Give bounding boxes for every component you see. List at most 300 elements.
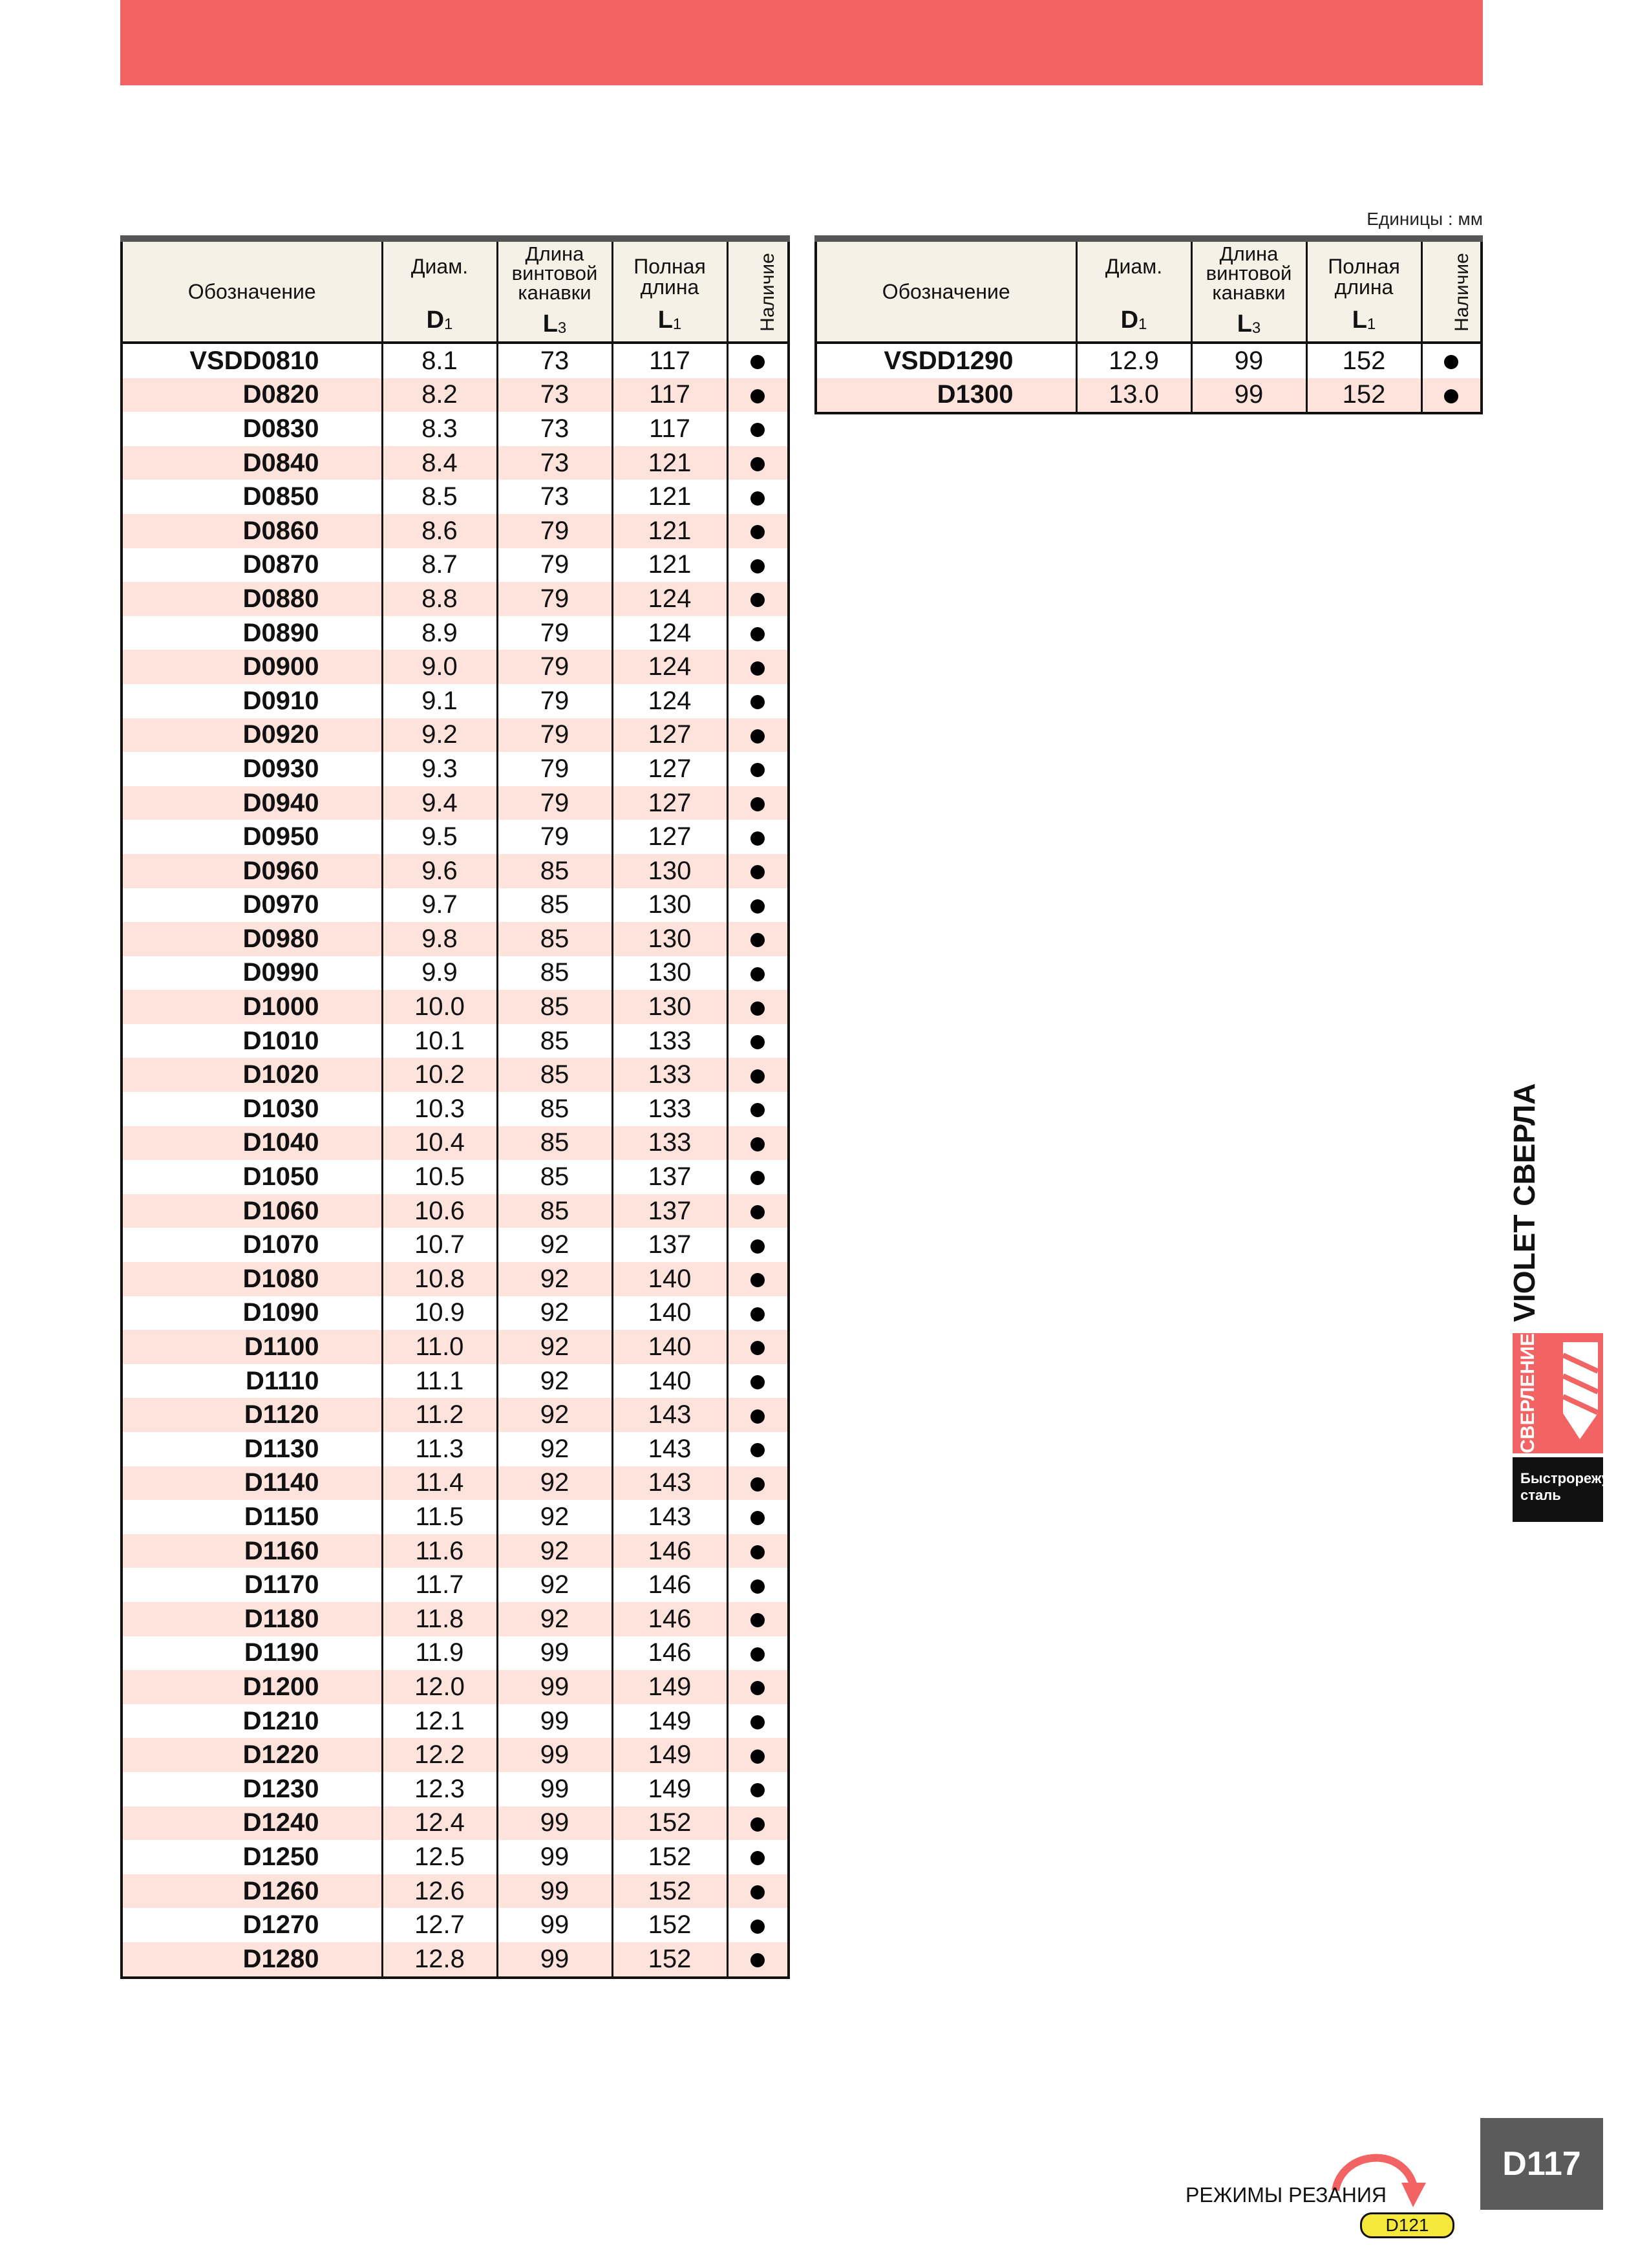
availability-cell [727, 1330, 789, 1364]
overall-length-cell: 127 [612, 718, 727, 753]
table-row [122, 1194, 789, 1228]
designation-cell: D1240 [122, 1806, 382, 1841]
in-stock-dot-icon [750, 1035, 765, 1049]
flute-length-cell: 85 [497, 1024, 612, 1058]
table-row [122, 718, 789, 753]
in-stock-dot-icon [750, 967, 765, 981]
table-row [122, 1228, 789, 1262]
table-row [122, 1330, 789, 1364]
in-stock-dot-icon [750, 1953, 765, 1967]
diameter-cell: 8.3 [382, 412, 497, 446]
header-diameter: Диам. $D_1$ [382, 239, 497, 343]
availability-cell [727, 514, 789, 548]
designation-cell: D1220 [122, 1738, 382, 1772]
in-stock-dot-icon [1444, 355, 1458, 369]
availability-cell [727, 1874, 789, 1909]
diameter-cell: 12.9 [1076, 343, 1191, 378]
flute-length-cell: 99 [497, 1874, 612, 1909]
diameter-cell: 10.9 [382, 1296, 497, 1331]
in-stock-dot-icon [750, 865, 765, 879]
in-stock-dot-icon [750, 1681, 765, 1695]
flute-length-cell: 79 [497, 786, 612, 820]
overall-length-cell: 152 [1306, 378, 1421, 414]
overall-length-cell: 149 [612, 1670, 727, 1704]
diameter-cell: 11.8 [382, 1602, 497, 1636]
overall-length-cell: 152 [612, 1806, 727, 1841]
designation-cell: D0840 [122, 446, 382, 480]
designation-cell: D1040 [122, 1126, 382, 1161]
flute-length-cell: 99 [497, 1670, 612, 1704]
overall-length-cell: 127 [612, 786, 727, 820]
flute-length-cell: 85 [497, 888, 612, 923]
availability-cell [727, 412, 789, 446]
availability-cell [727, 786, 789, 820]
availability-cell [727, 1840, 789, 1874]
designation-cell: D0950 [122, 820, 382, 854]
availability-cell [727, 1908, 789, 1942]
units-label: Единицы : мм [1367, 209, 1483, 229]
table-row [122, 752, 789, 786]
designation-cell: D0830 [122, 412, 382, 446]
flute-length-cell: 99 [497, 1942, 612, 1978]
section-title-vertical: VIOLET СВЕРЛА [1507, 1083, 1541, 1322]
material-hss-tab[interactable] [1513, 1457, 1638, 1522]
table-row [122, 786, 789, 820]
table-row [816, 343, 1482, 378]
availability-cell [727, 1636, 789, 1671]
availability-cell [727, 1568, 789, 1602]
availability-cell [727, 718, 789, 753]
in-stock-dot-icon [750, 797, 765, 811]
availability-cell [727, 1058, 789, 1092]
designation-cell: D0940 [122, 786, 382, 820]
drilling-category-tab[interactable] [1513, 1333, 1603, 1453]
in-stock-dot-icon [750, 1443, 765, 1457]
availability-cell [727, 1704, 789, 1738]
flute-length-cell: 99 [497, 1908, 612, 1942]
designation-cell: D0870 [122, 548, 382, 583]
flute-length-cell: 73 [497, 446, 612, 480]
diameter-cell: 9.8 [382, 922, 497, 956]
table-row [122, 1364, 789, 1398]
table-row [122, 922, 789, 956]
diameter-cell: 12.4 [382, 1806, 497, 1841]
table-row [122, 854, 789, 888]
in-stock-dot-icon [750, 1579, 765, 1594]
overall-length-cell: 124 [612, 582, 727, 616]
in-stock-dot-icon [750, 423, 765, 437]
flute-length-cell: 79 [497, 548, 612, 583]
table-header-row [122, 239, 789, 343]
diameter-cell: 11.3 [382, 1432, 497, 1466]
availability-cell [727, 820, 789, 854]
overall-length-cell: 137 [612, 1228, 727, 1262]
diameter-cell: 13.0 [1076, 378, 1191, 414]
diameter-cell: 11.9 [382, 1636, 497, 1671]
in-stock-dot-icon [750, 627, 765, 641]
overall-length-cell: 140 [612, 1262, 727, 1296]
overall-length-cell: 152 [612, 1840, 727, 1874]
diameter-cell: 12.8 [382, 1942, 497, 1978]
designation-cell: D0850 [122, 480, 382, 514]
overall-length-cell: 133 [612, 1024, 727, 1058]
overall-length-cell: 130 [612, 888, 727, 923]
overall-length-cell: 121 [612, 548, 727, 583]
designation-cell: D1250 [122, 1840, 382, 1874]
designation-cell: D0860 [122, 514, 382, 548]
availability-cell [727, 1806, 789, 1841]
header-availability: Наличие [1421, 239, 1482, 343]
flute-length-cell: 99 [497, 1772, 612, 1806]
in-stock-dot-icon [750, 661, 765, 676]
flute-length-cell: 99 [497, 1704, 612, 1738]
designation-cell: D1050 [122, 1160, 382, 1194]
designation-cell: D0960 [122, 854, 382, 888]
overall-length-cell: 121 [612, 480, 727, 514]
flute-length-cell: 85 [497, 1058, 612, 1092]
in-stock-dot-icon [750, 1137, 765, 1151]
diameter-cell: 9.2 [382, 718, 497, 753]
flute-length-cell: 92 [497, 1262, 612, 1296]
table-row [122, 1058, 789, 1092]
in-stock-dot-icon [750, 1613, 765, 1627]
availability-cell [727, 1670, 789, 1704]
table-row [122, 990, 789, 1024]
diameter-cell: 11.6 [382, 1534, 497, 1568]
designation-cell: D1170 [122, 1568, 382, 1602]
designation-cell: VSDD1290 [816, 343, 1076, 378]
in-stock-dot-icon [1444, 389, 1458, 403]
drilling-category-label: СВЕРЛЕНИЕ [1517, 1333, 1538, 1453]
overall-length-cell: 149 [612, 1772, 727, 1806]
table-row [122, 582, 789, 616]
designation-cell: D0910 [122, 684, 382, 718]
overall-length-cell: 140 [612, 1364, 727, 1398]
designation-cell: D1030 [122, 1092, 382, 1126]
header-overall-length: Полная длина $L_1$ [1306, 239, 1421, 343]
diameter-cell: 9.6 [382, 854, 497, 888]
flute-length-cell: 99 [497, 1636, 612, 1671]
in-stock-dot-icon [750, 525, 765, 539]
material-label-line2: сталь [1520, 1487, 1561, 1503]
diameter-cell: 12.5 [382, 1840, 497, 1874]
table-row [122, 1840, 789, 1874]
diameter-cell: 10.8 [382, 1262, 497, 1296]
availability-cell [727, 684, 789, 718]
in-stock-dot-icon [750, 1375, 765, 1389]
availability-cell [727, 616, 789, 650]
table-row [122, 1500, 789, 1534]
in-stock-dot-icon [750, 1817, 765, 1832]
designation-cell: VSDD0810 [122, 343, 382, 378]
flute-length-cell: 92 [497, 1432, 612, 1466]
diameter-cell: 8.4 [382, 446, 497, 480]
designation-cell: D1210 [122, 1704, 382, 1738]
table-row [122, 1908, 789, 1942]
table-row [122, 888, 789, 923]
in-stock-dot-icon [750, 1409, 765, 1424]
flute-length-cell: 85 [497, 990, 612, 1024]
availability-cell [727, 1772, 789, 1806]
overall-length-cell: 146 [612, 1568, 727, 1602]
designation-cell: D0820 [122, 378, 382, 412]
right-spec-table [814, 235, 1483, 414]
diameter-cell: 10.4 [382, 1126, 497, 1161]
table-row [816, 378, 1482, 414]
diameter-cell: 9.7 [382, 888, 497, 923]
overall-length-cell: 143 [612, 1432, 727, 1466]
overall-length-cell: 146 [612, 1602, 727, 1636]
header-designation: Обозначение [122, 239, 382, 343]
availability-cell [727, 1228, 789, 1262]
availability-cell [727, 956, 789, 990]
in-stock-dot-icon [750, 457, 765, 471]
table-row [122, 514, 789, 548]
availability-cell [727, 990, 789, 1024]
table-row [122, 1296, 789, 1331]
diameter-cell: 8.7 [382, 548, 497, 583]
overall-length-cell: 130 [612, 854, 727, 888]
diameter-cell: 10.2 [382, 1058, 497, 1092]
availability-cell [727, 1194, 789, 1228]
table-row [122, 1262, 789, 1296]
designation-cell: D1130 [122, 1432, 382, 1466]
in-stock-dot-icon [750, 1783, 765, 1797]
header-designation: Обозначение [816, 239, 1076, 343]
overall-length-cell: 143 [612, 1500, 727, 1534]
flute-length-cell: 99 [1191, 343, 1306, 378]
table-row [122, 1160, 789, 1194]
designation-cell: D1010 [122, 1024, 382, 1058]
table-row [122, 412, 789, 446]
table-row [122, 480, 789, 514]
flute-length-cell: 92 [497, 1398, 612, 1432]
availability-cell [1421, 343, 1482, 378]
in-stock-dot-icon [750, 1273, 765, 1287]
in-stock-dot-icon [750, 355, 765, 369]
diameter-cell: 8.6 [382, 514, 497, 548]
diameter-cell: 11.0 [382, 1330, 497, 1364]
diameter-cell: 9.1 [382, 684, 497, 718]
in-stock-dot-icon [750, 1001, 765, 1016]
table-row [122, 1398, 789, 1432]
designation-cell: D1120 [122, 1398, 382, 1432]
diameter-cell: 10.3 [382, 1092, 497, 1126]
designation-cell: D1110 [122, 1364, 382, 1398]
designation-cell: D1230 [122, 1772, 382, 1806]
flute-length-cell: 85 [497, 1126, 612, 1161]
in-stock-dot-icon [750, 1920, 765, 1934]
in-stock-dot-icon [750, 695, 765, 709]
diameter-cell: 12.2 [382, 1738, 497, 1772]
diameter-cell: 8.5 [382, 480, 497, 514]
table-row [122, 1092, 789, 1126]
availability-cell [727, 378, 789, 412]
availability-cell [727, 650, 789, 684]
designation-cell: D1200 [122, 1670, 382, 1704]
in-stock-dot-icon [750, 1069, 765, 1084]
flute-length-cell: 99 [497, 1738, 612, 1772]
designation-cell: D1100 [122, 1330, 382, 1364]
availability-cell [727, 1534, 789, 1568]
overall-length-cell: 130 [612, 922, 727, 956]
diameter-cell: 11.1 [382, 1364, 497, 1398]
in-stock-dot-icon [750, 729, 765, 744]
overall-length-cell: 152 [612, 1874, 727, 1909]
drill-bit-icon [1544, 1342, 1599, 1446]
designation-cell: D1280 [122, 1942, 382, 1978]
availability-cell [727, 1738, 789, 1772]
table-row [122, 1126, 789, 1161]
designation-cell: D0880 [122, 582, 382, 616]
overall-length-cell: 117 [612, 343, 727, 378]
flute-length-cell: 92 [497, 1534, 612, 1568]
overall-length-cell: 143 [612, 1398, 727, 1432]
availability-cell [1421, 378, 1482, 414]
table-row [122, 1942, 789, 1978]
availability-cell [727, 343, 789, 378]
designation-cell: D0890 [122, 616, 382, 650]
overall-length-cell: 152 [612, 1908, 727, 1942]
in-stock-dot-icon [750, 1885, 765, 1899]
availability-cell [727, 752, 789, 786]
table-row [122, 616, 789, 650]
diameter-cell: 12.3 [382, 1772, 497, 1806]
diameter-cell: 10.5 [382, 1160, 497, 1194]
availability-cell [727, 1024, 789, 1058]
designation-cell: D1020 [122, 1058, 382, 1092]
table-row [122, 1704, 789, 1738]
diameter-cell: 12.0 [382, 1670, 497, 1704]
flute-length-cell: 92 [497, 1500, 612, 1534]
in-stock-dot-icon [750, 1341, 765, 1355]
flute-length-cell: 99 [497, 1806, 612, 1841]
in-stock-dot-icon [750, 1749, 765, 1764]
flute-length-cell: 73 [497, 480, 612, 514]
cutting-modes-label: РЕЖИМЫ РЕЗАНИЯ [1186, 2183, 1387, 2207]
designation-cell: D1270 [122, 1908, 382, 1942]
left-spec-table [120, 235, 790, 1979]
flute-length-cell: 73 [497, 378, 612, 412]
flute-length-cell: 85 [497, 956, 612, 990]
diameter-cell: 10.7 [382, 1228, 497, 1262]
in-stock-dot-icon [750, 1171, 765, 1185]
in-stock-dot-icon [750, 763, 765, 777]
header-diameter: Диам. $D_1$ [1076, 239, 1191, 343]
designation-cell: D1190 [122, 1636, 382, 1671]
designation-cell: D0900 [122, 650, 382, 684]
flute-length-cell: 79 [497, 718, 612, 753]
page-number: D117 [1480, 2118, 1603, 2210]
table-row [122, 1874, 789, 1909]
in-stock-dot-icon [750, 1307, 765, 1321]
flute-length-cell: 85 [497, 1092, 612, 1126]
availability-cell [727, 1296, 789, 1331]
material-label-line1: Быстрорежущая [1520, 1470, 1638, 1486]
in-stock-dot-icon [750, 593, 765, 607]
flute-length-cell: 79 [497, 752, 612, 786]
flute-length-cell: 85 [497, 922, 612, 956]
designation-cell: D0930 [122, 752, 382, 786]
overall-length-cell: 143 [612, 1466, 727, 1501]
table-row [122, 343, 789, 378]
availability-cell [727, 888, 789, 923]
in-stock-dot-icon [750, 1511, 765, 1525]
table-row [122, 1738, 789, 1772]
diameter-cell: 10.6 [382, 1194, 497, 1228]
in-stock-dot-icon [750, 831, 765, 846]
availability-cell [727, 548, 789, 583]
table-row [122, 956, 789, 990]
designation-cell: D1160 [122, 1534, 382, 1568]
table-row [122, 1568, 789, 1602]
diameter-cell: 8.9 [382, 616, 497, 650]
overall-length-cell: 133 [612, 1058, 727, 1092]
overall-length-cell: 133 [612, 1092, 727, 1126]
table-row [122, 1466, 789, 1501]
availability-cell [727, 480, 789, 514]
diameter-cell: 9.0 [382, 650, 497, 684]
availability-cell [727, 446, 789, 480]
designation-cell: D1180 [122, 1602, 382, 1636]
table-row [122, 1534, 789, 1568]
in-stock-dot-icon [750, 899, 765, 914]
availability-cell [727, 582, 789, 616]
flute-length-cell: 73 [497, 343, 612, 378]
header-overall-length: Полная длина $L_1$ [612, 239, 727, 343]
flute-length-cell: 99 [497, 1840, 612, 1874]
in-stock-dot-icon [750, 933, 765, 947]
availability-cell [727, 1364, 789, 1398]
table-row [122, 1636, 789, 1671]
diameter-cell: 12.7 [382, 1908, 497, 1942]
cutting-modes-page-link[interactable]: D121 [1360, 2212, 1454, 2238]
flute-length-cell: 79 [497, 514, 612, 548]
overall-length-cell: 117 [612, 412, 727, 446]
flute-length-cell: 92 [497, 1364, 612, 1398]
in-stock-dot-icon [750, 389, 765, 403]
designation-cell: D1070 [122, 1228, 382, 1262]
table-row [122, 378, 789, 412]
diameter-cell: 9.9 [382, 956, 497, 990]
flute-length-cell: 92 [497, 1466, 612, 1501]
in-stock-dot-icon [750, 1715, 765, 1729]
in-stock-dot-icon [750, 1647, 765, 1662]
in-stock-dot-icon [750, 1545, 765, 1559]
availability-cell [727, 1602, 789, 1636]
designation-cell: D1140 [122, 1466, 382, 1501]
overall-length-cell: 149 [612, 1738, 727, 1772]
flute-length-cell: 85 [497, 1160, 612, 1194]
overall-length-cell: 121 [612, 514, 727, 548]
table-row [122, 1670, 789, 1704]
designation-cell: D1000 [122, 990, 382, 1024]
flute-length-cell: 92 [497, 1228, 612, 1262]
in-stock-dot-icon [750, 1239, 765, 1254]
availability-cell [727, 1942, 789, 1978]
top-banner [120, 0, 1483, 85]
availability-cell [727, 1262, 789, 1296]
overall-length-cell: 130 [612, 956, 727, 990]
availability-cell [727, 1160, 789, 1194]
availability-cell [727, 1466, 789, 1501]
flute-length-cell: 99 [1191, 378, 1306, 414]
overall-length-cell: 124 [612, 684, 727, 718]
availability-cell [727, 1432, 789, 1466]
table-row [122, 650, 789, 684]
in-stock-dot-icon [750, 1205, 765, 1219]
diameter-cell: 9.4 [382, 786, 497, 820]
